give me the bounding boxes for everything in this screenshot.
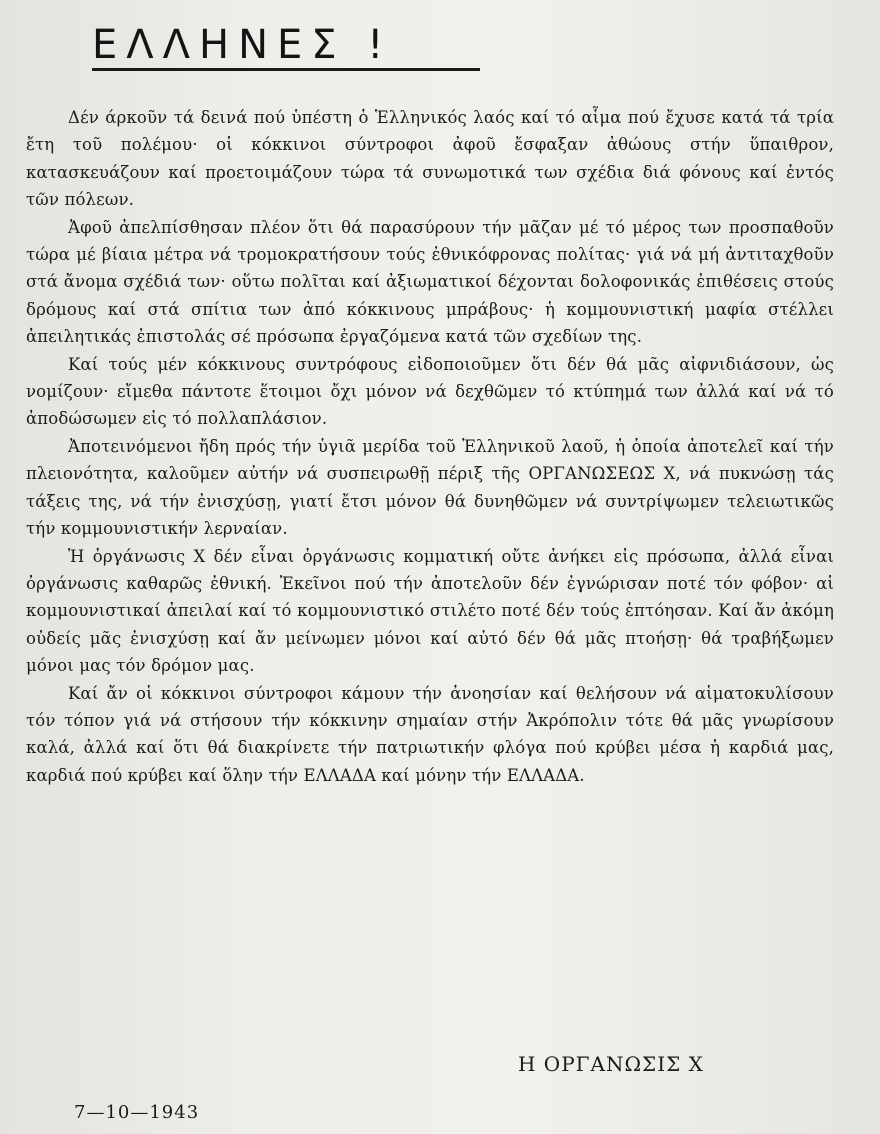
title-underline [92,68,480,71]
paragraph-5: Ἡ ὀργάνωσις Χ δέν εἶναι ὀργάνωσις κομματική οὔτε ἀνήκει εἰς πρόσωπα, ἀλλά εἶναι ὀργάνωσις καθαρῶς ἐθνική. Ἐκεῖνοι πού τήν ἀποτελοῦν δέν ἐγνώρισαν ποτέ τόν φόβον· αἱ κομμουνιστικαί ἀπειλαί καί τό κομμουνιστικό στιλέτο ποτέ δέν τούς ἐπτόησαν. Καί ἄν ἀκόμη οὐδείς μᾶς ἐνισχύσῃ καί ἄν μείνωμεν μόνοι καί αὐτό δέν θά μᾶς πτοήσῃ· θά τραβήξωμεν μόνοι μας τόν δρόμον μας. [26,546,834,676]
document-body [26,104,834,789]
paragraph-3: Καί τούς μέν κόκκινους συντρόφους εἰδοποιοῦμεν ὅτι δέν θά μᾶς αἰφνιδιάσουν, ὡς νομίζουν· εἴμεθα πάντοτε ἕτοιμοι ὄχι μόνον νά δεχθῶμεν τό κτύπημά των ἀλλά καί νά τό ἀποδώσωμεν εἰς τό πολλαπλάσιον. [26,354,834,429]
document-title: ΕΛΛΗΝΕΣ ! [92,22,393,68]
paragraph-2: Ἀφοῦ ἀπελπίσθησαν πλέον ὅτι θά παρασύρουν τήν μᾶζαν μέ τό μέρος των προσπαθοῦν τώρα μέ βίαια μέτρα νά τρομοκρατήσουν τούς ἐθνικόφρονας πολίτας· γιά νά μή ἀντιταχθοῦν στά ἄνομα σχέδιά των· οὕτω πολῖται καί ἀξιωματικοί δέχονται δολοφονικάς ἐπιθέσεις στούς δρόμους καί στά σπίτια των ἀπό κόκκινους μπράβους· ἡ κομμουνιστική μαφία στέλλει ἀπειλητικάς ἐπιστολάς σέ πρόσωπα ἐργαζόμενα κατά τῶν σχεδίων της. [26,217,834,347]
paragraph-1: Δέν άρκοῦν τά δεινά πού ὑπέστη ὁ Ἑλληνικός λαός καί τό αἷμα πού ἔχυσε κατά τά τρία ἔτη τοῦ πολέμου· οἱ κόκκινοι σύντροφοι ἀφοῦ ἔσφαξαν ἀθώους στήν ὕπαιθρον, κατασκευάζουν καί προετοιμάζουν τώρα τά συνωμοτικά των σχέδια διά φόνους καί ἐντός τῶν πόλεων. [26,108,834,210]
signature: Η ΟΡΓΑΝΩΣΙΣ Χ [518,1052,704,1076]
paragraph-4: Ἀποτεινόμενοι ἤδη πρός τήν ὑγιᾶ μερίδα τοῦ Ἑλληνικοῦ λαοῦ, ἡ ὁποία ἀποτελεῖ καί τήν πλειονότητα, καλοῦμεν αὐτήν νά συσπειρωθῇ πέριξ τῆς ΟΡΓΑΝΩΣΕΩΣ Χ, νά πυκνώσῃ τάς τάξεις της, νά τήν ἐνισχύσῃ, γιατί ἔτσι μόνον θά δυνηθῶμεν νά συντρίψωμεν τελειωτικῶς τήν κομμουνιστικήν λερναίαν. [26,436,834,539]
document-date: 7—10—1943 [74,1102,200,1123]
paragraph-6: Καί ἄν οἱ κόκκινοι σύντροφοι κάμουν τήν ἀνοησίαν καί θελήσουν νά αἱματοκυλίσουν τόν τόπον γιά νά στήσουν τήν κόκκινην σημαίαν στήν Ἀκρόπολιν τότε θά μᾶς γνωρίσουν καλά, ἀλλά καί ὅτι θά διακρίνετε τήν πατριωτικήν φλόγα πού κρύβει μέσα ἡ καρδιά μας, καρδιά πού κρύβει καί ὅλην τήν ΕΛΛΑΔΑ καί μόνην τήν ΕΛΛΑΔΑ. [26,683,834,785]
